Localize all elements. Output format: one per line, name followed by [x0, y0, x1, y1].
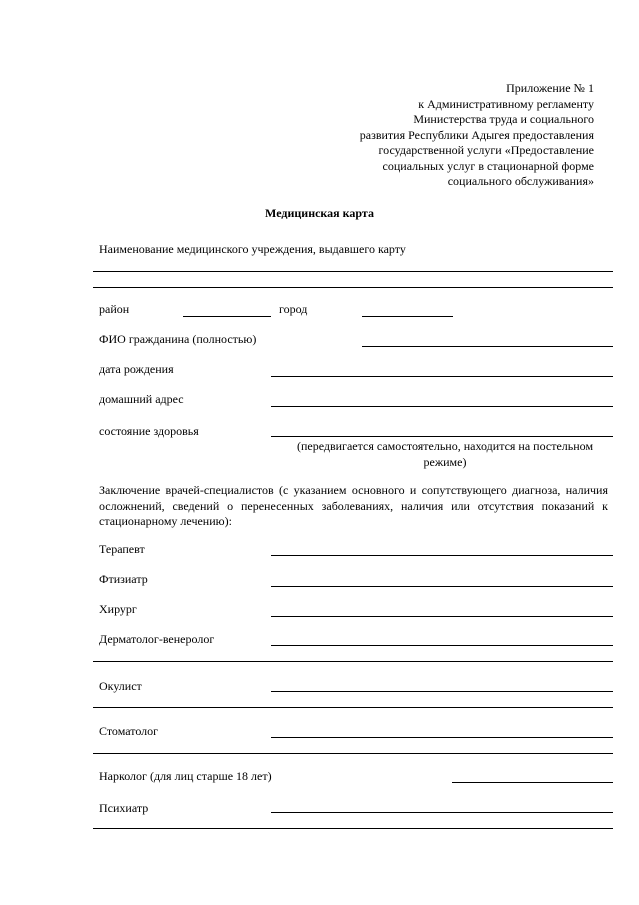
phthisiatrician-field[interactable] — [271, 586, 613, 587]
header-line: государственной услуги «Предоставление — [378, 143, 594, 157]
home-address-field[interactable] — [271, 406, 613, 407]
institution-line-2[interactable] — [93, 287, 613, 288]
birth-date-label: дата рождения — [99, 362, 174, 376]
therapist-field[interactable] — [271, 555, 613, 556]
dentist-field[interactable] — [271, 737, 613, 738]
header-line: развития Республики Адыгея предоставления — [359, 127, 594, 142]
birth-date-field[interactable] — [271, 376, 613, 377]
city-label: город — [279, 302, 308, 316]
psychiatrist-field-2[interactable] — [93, 828, 613, 829]
psychiatrist-label: Психиатр — [99, 801, 149, 815]
fio-field[interactable] — [362, 346, 613, 347]
dermatologist-label: Дерматолог-венеролог — [99, 632, 215, 646]
health-state-note — [280, 439, 610, 470]
header-line: социальных услуг в стационарной форме — [382, 158, 594, 173]
header-line: Министерства труда и социального — [413, 112, 594, 126]
header-line: к Административному регламенту — [418, 96, 594, 111]
narcologist-label: Нарколог (для лиц старше 18 лет) — [99, 769, 272, 783]
surgeon-field[interactable] — [271, 616, 613, 617]
header-line: социального обслуживания» — [447, 174, 594, 188]
health-state-field[interactable] — [271, 436, 613, 437]
narcologist-field[interactable] — [452, 782, 613, 783]
fio-label: ФИО гражданина (полностью) — [99, 332, 257, 346]
city-field[interactable] — [362, 316, 453, 317]
oculist-field-2[interactable] — [93, 707, 613, 708]
phthisiatrician-label: Фтизиатр — [99, 572, 148, 586]
health-state-label: состояние здоровья — [99, 424, 199, 438]
dentist-label: Стоматолог — [99, 724, 159, 738]
dermatologist-field[interactable] — [271, 645, 613, 646]
psychiatrist-field[interactable] — [271, 812, 613, 813]
conclusion-paragraph: Заключение врачей-специалистов (с указанием основного и сопутствующего диагноза, наличия осложнений, сведений о перенесенных заболеваниях, наличия или отсутствия показаний к стационарному лечению): — [99, 483, 608, 528]
therapist-label: Терапевт — [99, 542, 145, 556]
institution-line-1[interactable] — [93, 271, 613, 272]
appendix-header — [360, 81, 594, 190]
institution-label: Наименование медицинского учреждения, выдавшего карту — [99, 242, 406, 256]
surgeon-label: Хирург — [99, 602, 137, 616]
district-label: район — [99, 302, 130, 316]
oculist-label: Окулист — [99, 679, 142, 693]
health-note-line: (передвигается самостоятельно, находится на постельном — [296, 439, 594, 453]
dermatologist-field-2[interactable] — [93, 661, 613, 662]
health-note-line: режиме) — [423, 454, 467, 469]
oculist-field[interactable] — [271, 691, 613, 692]
document-title: Медицинская карта — [265, 206, 374, 220]
dentist-field-2[interactable] — [93, 753, 613, 754]
home-address-label: домашний адрес — [99, 392, 184, 406]
header-line: Приложение № 1 — [506, 81, 594, 95]
district-field[interactable] — [183, 316, 271, 317]
